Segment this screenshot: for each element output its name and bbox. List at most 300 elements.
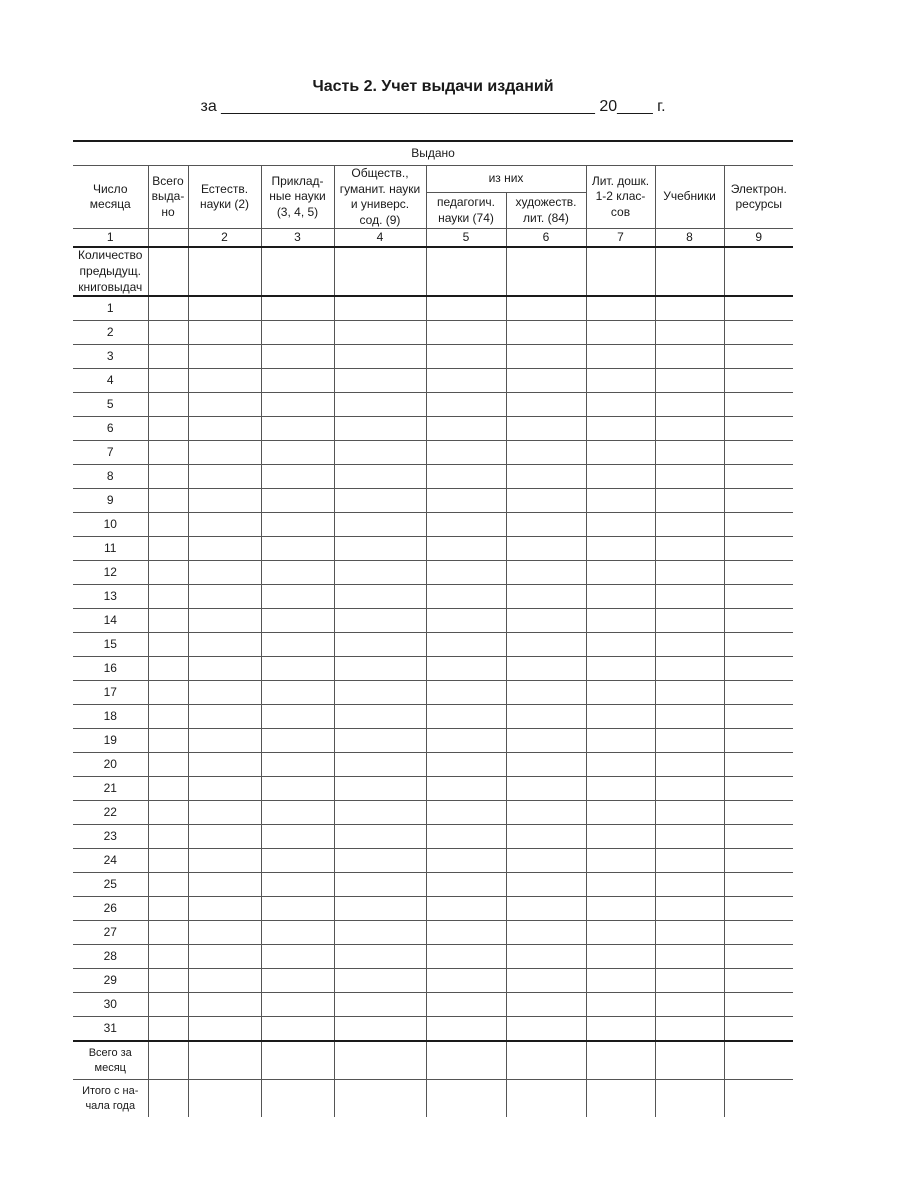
entry-cell[interactable] — [426, 801, 506, 825]
entry-cell[interactable] — [188, 561, 261, 585]
entry-cell[interactable] — [334, 609, 426, 633]
entry-cell[interactable] — [188, 513, 261, 537]
entry-cell[interactable] — [586, 633, 655, 657]
entry-cell[interactable] — [724, 945, 793, 969]
entry-cell[interactable] — [586, 296, 655, 321]
entry-cell[interactable] — [334, 657, 426, 681]
entry-cell[interactable] — [188, 657, 261, 681]
entry-cell[interactable] — [506, 513, 586, 537]
entry-cell[interactable] — [261, 969, 334, 993]
entry-cell[interactable] — [426, 825, 506, 849]
entry-cell[interactable] — [426, 441, 506, 465]
entry-cell[interactable] — [586, 777, 655, 801]
entry-cell[interactable] — [148, 1041, 188, 1080]
entry-cell[interactable] — [261, 897, 334, 921]
entry-cell[interactable] — [724, 1080, 793, 1118]
entry-cell[interactable] — [334, 345, 426, 369]
entry-cell[interactable] — [655, 729, 724, 753]
entry-cell[interactable] — [334, 1017, 426, 1042]
entry-cell[interactable] — [586, 345, 655, 369]
entry-cell[interactable] — [655, 921, 724, 945]
entry-cell[interactable] — [655, 609, 724, 633]
entry-cell[interactable] — [506, 777, 586, 801]
entry-cell[interactable] — [586, 873, 655, 897]
entry-cell[interactable] — [724, 969, 793, 993]
entry-cell[interactable] — [188, 633, 261, 657]
entry-cell[interactable] — [426, 561, 506, 585]
entry-cell[interactable] — [724, 705, 793, 729]
entry-cell[interactable] — [261, 849, 334, 873]
entry-cell[interactable] — [426, 296, 506, 321]
entry-cell[interactable] — [426, 393, 506, 417]
entry-cell[interactable] — [506, 705, 586, 729]
entry-cell[interactable] — [334, 247, 426, 296]
entry-cell[interactable] — [724, 729, 793, 753]
entry-cell[interactable] — [506, 1080, 586, 1118]
entry-cell[interactable] — [586, 321, 655, 345]
entry-cell[interactable] — [148, 945, 188, 969]
entry-cell[interactable] — [724, 321, 793, 345]
entry-cell[interactable] — [586, 537, 655, 561]
entry-cell[interactable] — [724, 777, 793, 801]
entry-cell[interactable] — [426, 1017, 506, 1042]
entry-cell[interactable] — [261, 921, 334, 945]
entry-cell[interactable] — [148, 801, 188, 825]
entry-cell[interactable] — [506, 1017, 586, 1042]
entry-cell[interactable] — [188, 945, 261, 969]
entry-cell[interactable] — [334, 777, 426, 801]
entry-cell[interactable] — [655, 777, 724, 801]
entry-cell[interactable] — [655, 825, 724, 849]
entry-cell[interactable] — [261, 513, 334, 537]
entry-cell[interactable] — [655, 1080, 724, 1118]
entry-cell[interactable] — [586, 465, 655, 489]
entry-cell[interactable] — [655, 465, 724, 489]
entry-cell[interactable] — [188, 681, 261, 705]
entry-cell[interactable] — [426, 513, 506, 537]
entry-cell[interactable] — [506, 729, 586, 753]
entry-cell[interactable] — [655, 417, 724, 441]
entry-cell[interactable] — [261, 1017, 334, 1042]
entry-cell[interactable] — [188, 849, 261, 873]
entry-cell[interactable] — [655, 993, 724, 1017]
entry-cell[interactable] — [506, 897, 586, 921]
entry-cell[interactable] — [334, 801, 426, 825]
entry-cell[interactable] — [148, 825, 188, 849]
entry-cell[interactable] — [655, 801, 724, 825]
entry-cell[interactable] — [261, 801, 334, 825]
entry-cell[interactable] — [148, 369, 188, 393]
entry-cell[interactable] — [148, 465, 188, 489]
entry-cell[interactable] — [506, 561, 586, 585]
entry-cell[interactable] — [586, 993, 655, 1017]
entry-cell[interactable] — [724, 1017, 793, 1042]
entry-cell[interactable] — [426, 247, 506, 296]
entry-cell[interactable] — [148, 681, 188, 705]
entry-cell[interactable] — [334, 1080, 426, 1118]
entry-cell[interactable] — [724, 537, 793, 561]
entry-cell[interactable] — [724, 993, 793, 1017]
entry-cell[interactable] — [148, 849, 188, 873]
entry-cell[interactable] — [334, 681, 426, 705]
entry-cell[interactable] — [188, 921, 261, 945]
entry-cell[interactable] — [426, 777, 506, 801]
entry-cell[interactable] — [426, 1041, 506, 1080]
entry-cell[interactable] — [148, 345, 188, 369]
entry-cell[interactable] — [506, 753, 586, 777]
entry-cell[interactable] — [506, 681, 586, 705]
entry-cell[interactable] — [586, 945, 655, 969]
entry-cell[interactable] — [426, 993, 506, 1017]
entry-cell[interactable] — [655, 393, 724, 417]
entry-cell[interactable] — [586, 513, 655, 537]
entry-cell[interactable] — [188, 609, 261, 633]
entry-cell[interactable] — [334, 825, 426, 849]
entry-cell[interactable] — [188, 441, 261, 465]
entry-cell[interactable] — [586, 753, 655, 777]
entry-cell[interactable] — [586, 1017, 655, 1042]
entry-cell[interactable] — [188, 873, 261, 897]
entry-cell[interactable] — [586, 921, 655, 945]
entry-cell[interactable] — [655, 369, 724, 393]
entry-cell[interactable] — [586, 657, 655, 681]
entry-cell[interactable] — [724, 513, 793, 537]
entry-cell[interactable] — [148, 969, 188, 993]
entry-cell[interactable] — [334, 753, 426, 777]
entry-cell[interactable] — [724, 897, 793, 921]
entry-cell[interactable] — [655, 441, 724, 465]
entry-cell[interactable] — [724, 393, 793, 417]
entry-cell[interactable] — [148, 1017, 188, 1042]
entry-cell[interactable] — [334, 489, 426, 513]
entry-cell[interactable] — [261, 753, 334, 777]
entry-cell[interactable] — [261, 873, 334, 897]
entry-cell[interactable] — [426, 945, 506, 969]
entry-cell[interactable] — [506, 969, 586, 993]
entry-cell[interactable] — [506, 801, 586, 825]
entry-cell[interactable] — [261, 609, 334, 633]
entry-cell[interactable] — [506, 825, 586, 849]
entry-cell[interactable] — [148, 609, 188, 633]
entry-cell[interactable] — [148, 247, 188, 296]
entry-cell[interactable] — [506, 345, 586, 369]
entry-cell[interactable] — [261, 585, 334, 609]
entry-cell[interactable] — [188, 393, 261, 417]
entry-cell[interactable] — [188, 247, 261, 296]
entry-cell[interactable] — [334, 969, 426, 993]
entry-cell[interactable] — [426, 609, 506, 633]
entry-cell[interactable] — [148, 921, 188, 945]
entry-cell[interactable] — [148, 633, 188, 657]
entry-cell[interactable] — [426, 321, 506, 345]
entry-cell[interactable] — [655, 513, 724, 537]
entry-cell[interactable] — [724, 247, 793, 296]
entry-cell[interactable] — [426, 897, 506, 921]
entry-cell[interactable] — [586, 681, 655, 705]
entry-cell[interactable] — [655, 633, 724, 657]
entry-cell[interactable] — [506, 1041, 586, 1080]
entry-cell[interactable] — [506, 247, 586, 296]
entry-cell[interactable] — [334, 633, 426, 657]
entry-cell[interactable] — [261, 657, 334, 681]
entry-cell[interactable] — [148, 705, 188, 729]
entry-cell[interactable] — [188, 729, 261, 753]
entry-cell[interactable] — [148, 993, 188, 1017]
entry-cell[interactable] — [188, 1080, 261, 1118]
entry-cell[interactable] — [261, 489, 334, 513]
entry-cell[interactable] — [188, 753, 261, 777]
entry-cell[interactable] — [724, 609, 793, 633]
entry-cell[interactable] — [261, 537, 334, 561]
entry-cell[interactable] — [426, 489, 506, 513]
entry-cell[interactable] — [724, 873, 793, 897]
entry-cell[interactable] — [261, 825, 334, 849]
entry-cell[interactable] — [724, 681, 793, 705]
entry-cell[interactable] — [261, 441, 334, 465]
entry-cell[interactable] — [655, 537, 724, 561]
entry-cell[interactable] — [334, 993, 426, 1017]
entry-cell[interactable] — [655, 945, 724, 969]
entry-cell[interactable] — [655, 561, 724, 585]
entry-cell[interactable] — [426, 585, 506, 609]
entry-cell[interactable] — [148, 897, 188, 921]
entry-cell[interactable] — [261, 1041, 334, 1080]
entry-cell[interactable] — [655, 681, 724, 705]
entry-cell[interactable] — [261, 369, 334, 393]
entry-cell[interactable] — [426, 921, 506, 945]
entry-cell[interactable] — [586, 393, 655, 417]
entry-cell[interactable] — [724, 585, 793, 609]
entry-cell[interactable] — [586, 585, 655, 609]
entry-cell[interactable] — [586, 441, 655, 465]
entry-cell[interactable] — [506, 849, 586, 873]
entry-cell[interactable] — [426, 537, 506, 561]
entry-cell[interactable] — [506, 873, 586, 897]
entry-cell[interactable] — [586, 825, 655, 849]
entry-cell[interactable] — [261, 393, 334, 417]
entry-cell[interactable] — [655, 705, 724, 729]
entry-cell[interactable] — [724, 633, 793, 657]
entry-cell[interactable] — [188, 537, 261, 561]
entry-cell[interactable] — [724, 296, 793, 321]
entry-cell[interactable] — [148, 417, 188, 441]
entry-cell[interactable] — [724, 465, 793, 489]
entry-cell[interactable] — [334, 897, 426, 921]
entry-cell[interactable] — [148, 1080, 188, 1118]
entry-cell[interactable] — [506, 633, 586, 657]
entry-cell[interactable] — [586, 247, 655, 296]
entry-cell[interactable] — [586, 369, 655, 393]
entry-cell[interactable] — [655, 1017, 724, 1042]
entry-cell[interactable] — [426, 369, 506, 393]
entry-cell[interactable] — [261, 561, 334, 585]
entry-cell[interactable] — [261, 945, 334, 969]
entry-cell[interactable] — [586, 489, 655, 513]
entry-cell[interactable] — [148, 513, 188, 537]
entry-cell[interactable] — [148, 296, 188, 321]
entry-cell[interactable] — [334, 849, 426, 873]
entry-cell[interactable] — [261, 729, 334, 753]
entry-cell[interactable] — [334, 537, 426, 561]
entry-cell[interactable] — [426, 681, 506, 705]
entry-cell[interactable] — [426, 657, 506, 681]
entry-cell[interactable] — [655, 849, 724, 873]
entry-cell[interactable] — [655, 873, 724, 897]
entry-cell[interactable] — [506, 609, 586, 633]
entry-cell[interactable] — [334, 921, 426, 945]
entry-cell[interactable] — [724, 417, 793, 441]
entry-cell[interactable] — [188, 369, 261, 393]
entry-cell[interactable] — [261, 247, 334, 296]
entry-cell[interactable] — [655, 585, 724, 609]
entry-cell[interactable] — [655, 489, 724, 513]
entry-cell[interactable] — [334, 513, 426, 537]
entry-cell[interactable] — [334, 369, 426, 393]
entry-cell[interactable] — [261, 777, 334, 801]
entry-cell[interactable] — [334, 393, 426, 417]
entry-cell[interactable] — [188, 993, 261, 1017]
entry-cell[interactable] — [586, 561, 655, 585]
entry-cell[interactable] — [188, 345, 261, 369]
entry-cell[interactable] — [261, 296, 334, 321]
entry-cell[interactable] — [261, 705, 334, 729]
entry-cell[interactable] — [655, 1041, 724, 1080]
entry-cell[interactable] — [261, 345, 334, 369]
entry-cell[interactable] — [334, 296, 426, 321]
entry-cell[interactable] — [586, 849, 655, 873]
entry-cell[interactable] — [724, 753, 793, 777]
entry-cell[interactable] — [148, 873, 188, 897]
entry-cell[interactable] — [586, 1080, 655, 1118]
entry-cell[interactable] — [261, 417, 334, 441]
entry-cell[interactable] — [655, 321, 724, 345]
entry-cell[interactable] — [724, 849, 793, 873]
entry-cell[interactable] — [334, 705, 426, 729]
entry-cell[interactable] — [426, 873, 506, 897]
entry-cell[interactable] — [724, 489, 793, 513]
entry-cell[interactable] — [334, 1041, 426, 1080]
entry-cell[interactable] — [334, 873, 426, 897]
entry-cell[interactable] — [426, 1080, 506, 1118]
entry-cell[interactable] — [426, 417, 506, 441]
entry-cell[interactable] — [148, 489, 188, 513]
entry-cell[interactable] — [188, 585, 261, 609]
entry-cell[interactable] — [655, 753, 724, 777]
entry-cell[interactable] — [426, 969, 506, 993]
entry-cell[interactable] — [188, 296, 261, 321]
entry-cell[interactable] — [426, 729, 506, 753]
entry-cell[interactable] — [426, 849, 506, 873]
entry-cell[interactable] — [148, 777, 188, 801]
entry-cell[interactable] — [188, 1041, 261, 1080]
entry-cell[interactable] — [506, 993, 586, 1017]
entry-cell[interactable] — [148, 585, 188, 609]
entry-cell[interactable] — [148, 657, 188, 681]
entry-cell[interactable] — [724, 369, 793, 393]
entry-cell[interactable] — [586, 801, 655, 825]
entry-cell[interactable] — [586, 897, 655, 921]
entry-cell[interactable] — [334, 417, 426, 441]
entry-cell[interactable] — [148, 753, 188, 777]
entry-cell[interactable] — [148, 537, 188, 561]
entry-cell[interactable] — [188, 417, 261, 441]
entry-cell[interactable] — [506, 537, 586, 561]
entry-cell[interactable] — [724, 825, 793, 849]
entry-cell[interactable] — [148, 729, 188, 753]
entry-cell[interactable] — [655, 897, 724, 921]
entry-cell[interactable] — [334, 945, 426, 969]
entry-cell[interactable] — [148, 441, 188, 465]
entry-cell[interactable] — [261, 993, 334, 1017]
entry-cell[interactable] — [586, 729, 655, 753]
entry-cell[interactable] — [724, 921, 793, 945]
entry-cell[interactable] — [426, 753, 506, 777]
entry-cell[interactable] — [188, 489, 261, 513]
entry-cell[interactable] — [655, 657, 724, 681]
entry-cell[interactable] — [506, 465, 586, 489]
entry-cell[interactable] — [506, 393, 586, 417]
entry-cell[interactable] — [506, 489, 586, 513]
entry-cell[interactable] — [506, 321, 586, 345]
entry-cell[interactable] — [655, 247, 724, 296]
entry-cell[interactable] — [261, 1080, 334, 1118]
entry-cell[interactable] — [724, 801, 793, 825]
entry-cell[interactable] — [188, 897, 261, 921]
entry-cell[interactable] — [426, 705, 506, 729]
entry-cell[interactable] — [506, 921, 586, 945]
entry-cell[interactable] — [586, 609, 655, 633]
entry-cell[interactable] — [334, 321, 426, 345]
entry-cell[interactable] — [724, 441, 793, 465]
entry-cell[interactable] — [506, 585, 586, 609]
entry-cell[interactable] — [188, 465, 261, 489]
entry-cell[interactable] — [586, 417, 655, 441]
entry-cell[interactable] — [506, 441, 586, 465]
entry-cell[interactable] — [506, 657, 586, 681]
entry-cell[interactable] — [506, 369, 586, 393]
entry-cell[interactable] — [261, 633, 334, 657]
entry-cell[interactable] — [655, 345, 724, 369]
entry-cell[interactable] — [506, 945, 586, 969]
entry-cell[interactable] — [334, 465, 426, 489]
entry-cell[interactable] — [148, 321, 188, 345]
entry-cell[interactable] — [334, 561, 426, 585]
entry-cell[interactable] — [426, 465, 506, 489]
entry-cell[interactable] — [188, 777, 261, 801]
entry-cell[interactable] — [188, 1017, 261, 1042]
entry-cell[interactable] — [655, 969, 724, 993]
entry-cell[interactable] — [586, 969, 655, 993]
entry-cell[interactable] — [724, 345, 793, 369]
entry-cell[interactable] — [188, 801, 261, 825]
entry-cell[interactable] — [261, 465, 334, 489]
entry-cell[interactable] — [188, 705, 261, 729]
entry-cell[interactable] — [188, 969, 261, 993]
entry-cell[interactable] — [334, 441, 426, 465]
entry-cell[interactable] — [188, 825, 261, 849]
entry-cell[interactable] — [655, 296, 724, 321]
entry-cell[interactable] — [334, 585, 426, 609]
entry-cell[interactable] — [586, 705, 655, 729]
entry-cell[interactable] — [261, 321, 334, 345]
entry-cell[interactable] — [261, 681, 334, 705]
entry-cell[interactable] — [148, 393, 188, 417]
entry-cell[interactable] — [426, 633, 506, 657]
entry-cell[interactable] — [188, 321, 261, 345]
entry-cell[interactable] — [724, 561, 793, 585]
entry-cell[interactable] — [334, 729, 426, 753]
entry-cell[interactable] — [506, 417, 586, 441]
